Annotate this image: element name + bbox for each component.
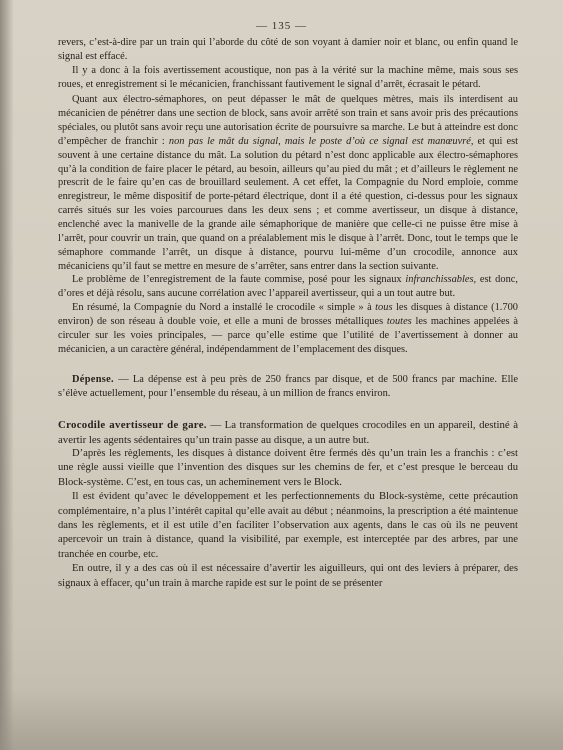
paragraph-4-text-b: est donc, d’ores et déjà résolu, sans aucune corrélation avec l’appareil avertisseur, qui a un tout autre but. bbox=[58, 274, 518, 300]
paragraph-3 bbox=[58, 93, 518, 273]
paragraph-3-text-a: Quant aux électro-sémaphores, on peut dépasser le mât de quelques mètres, mais ils interdisent au mécanicien de pénétrer dans une section de block, sans avoir arrêté son train et sans avoir pris des précautions spéciales, ou plutôt sans avoir reçu une autorisation écrite de poursuivre sa marche. Le but à atteindre est donc d’empêcher de franchir : bbox=[58, 94, 518, 147]
paragraph-1: revers, c’est-à-dire par un train qui l’aborde du côté de son voyant à damier noir et blanc, ou enfin quand le signal est effacé. bbox=[58, 37, 518, 62]
paragraph-9: En outre, il y a des cas où il est nécessaire d’avertir les aiguilleurs, qui ont des leviers à préparer, des signaux à effacer, qu’un train à marche rapide est sur le point de se présenter bbox=[58, 563, 518, 589]
page-bottom-shadow bbox=[0, 690, 563, 750]
paragraph-5-text-a: En résumé, la Compagnie du Nord a installé le crocodile « simple » à bbox=[72, 302, 372, 314]
paragraph-3-text-b: et qui est souvent à une certaine distance du mât. La solution du pétard n’est donc applicable aux électro-sémaphores qu’à la condition de faire placer le pétard, au besoin, ailleurs qu’au pied du mât ; et d’ailleurs le règlement ne prescrit de le faire qu’en cas de brouillard seulement. A cet effet, la Compagnie du Nord emploie, comme enregistreur, le même dispositif de porte-pétard électrique, dont il a été question, ci-dessus pour les signaux carrés situés sur les voies parcourues dans les deux sens ; et comme avertisseur, un disque à distance, enclenché avec la manivelle de la grande aile sémaphorique de manière que celle-ci ne puisse être mise à l’arrêt, pour couvrir un train, que quand on a préalablement mis le disque à l’arrêt. Donc, tout le temps que le sémaphore commande l’arrêt, un disque à distance, pourvu lui-même d’un crocodile, annonce aux mécaniciens qu’il faut se mettre en mesure de s’arrêter, sans entrer dans la section suivante. bbox=[58, 135, 519, 272]
crocodile-text: — La transformation de quelques crocodiles en un appareil, destiné à avertir les agents sédentaires qu’un train passe au disque, a un autre but. bbox=[58, 419, 519, 446]
paragraph-5 bbox=[58, 301, 518, 356]
paragraph-5-italic-2: toutes bbox=[386, 315, 412, 327]
paragraph-5-text-c: les machines appelées à circuler sur les voies principales, — parce qu’elle estime que l’utilité de l’avertissement à donner au mécanicien, a un caractère général, indépendamment de l’emplacement des disques. bbox=[58, 315, 518, 355]
section-gap bbox=[58, 356, 518, 373]
page-gutter-shadow bbox=[0, 0, 14, 750]
paragraph-5-italic-1: tous bbox=[375, 302, 393, 314]
paragraph-3-italic: non pas le mât du signal, mais le poste d’où ce signal est manœuvré, bbox=[168, 135, 474, 147]
paragraph-2: Il y a donc à la fois avertissement acoustique, non pas à la vérité sur la machine même, mais sous ses roues, et enregistrement si le mécanicien, franchissant fautivement le signal d’arrêt, écrasait le pétard. bbox=[58, 64, 518, 90]
section-gap-2 bbox=[58, 401, 518, 418]
paragraph-8: Il est évident qu’avec le développement et les perfectionnements du Block-système, cette précaution complémentaire, n’a plus l’intérêt capital qu’elle avait au début ; néanmoins, la prescription a été maintenue dans les règlements, et il est utile d’en faciliter l’observation aux agents, dans le cas où ils ne peuvent apercevoir un train à distance, quand la visibilité, par exemple, est interceptée par des arbres, par une tranchée en courbe, etc. bbox=[58, 491, 518, 560]
crocodile-heading: Crocodile avertisseur de gare. bbox=[58, 419, 207, 432]
crocodile-section bbox=[58, 418, 518, 591]
paragraph-4-text-a: Le problème de l’enregistrement de la faute commise, posé pour les signaux bbox=[72, 274, 402, 286]
depense-text: — La dépense est à peu près de 250 francs par disque, et de 500 francs par machine. Elle s’élève actuellement, pour l’ensemble du réseau, à un million de francs environ. bbox=[58, 374, 518, 400]
paragraph-4-italic: infranchissables, bbox=[405, 274, 477, 286]
page-body bbox=[58, 36, 518, 591]
paragraph-5-text-b: les disques à distance (1.700 environ) de son réseau à double voie, et elle a muni de brosses métalliques bbox=[58, 302, 518, 327]
depense-paragraph bbox=[58, 373, 518, 401]
paragraph-7: D’après les règlements, les disques à distance doivent être fermés dès qu’un train les a franchis : c’est une règle aussi vieille que l’invention des disques sur les chemins de fer, et c’est presque le berceau du Block-système. C’est, en tous cas, un acheminement vers le Block. bbox=[58, 447, 518, 488]
page-number: — 135 — bbox=[256, 20, 307, 32]
depense-heading: Dépense. bbox=[72, 374, 114, 386]
paragraph-4 bbox=[58, 273, 518, 301]
crocodile-paragraph bbox=[58, 418, 518, 447]
